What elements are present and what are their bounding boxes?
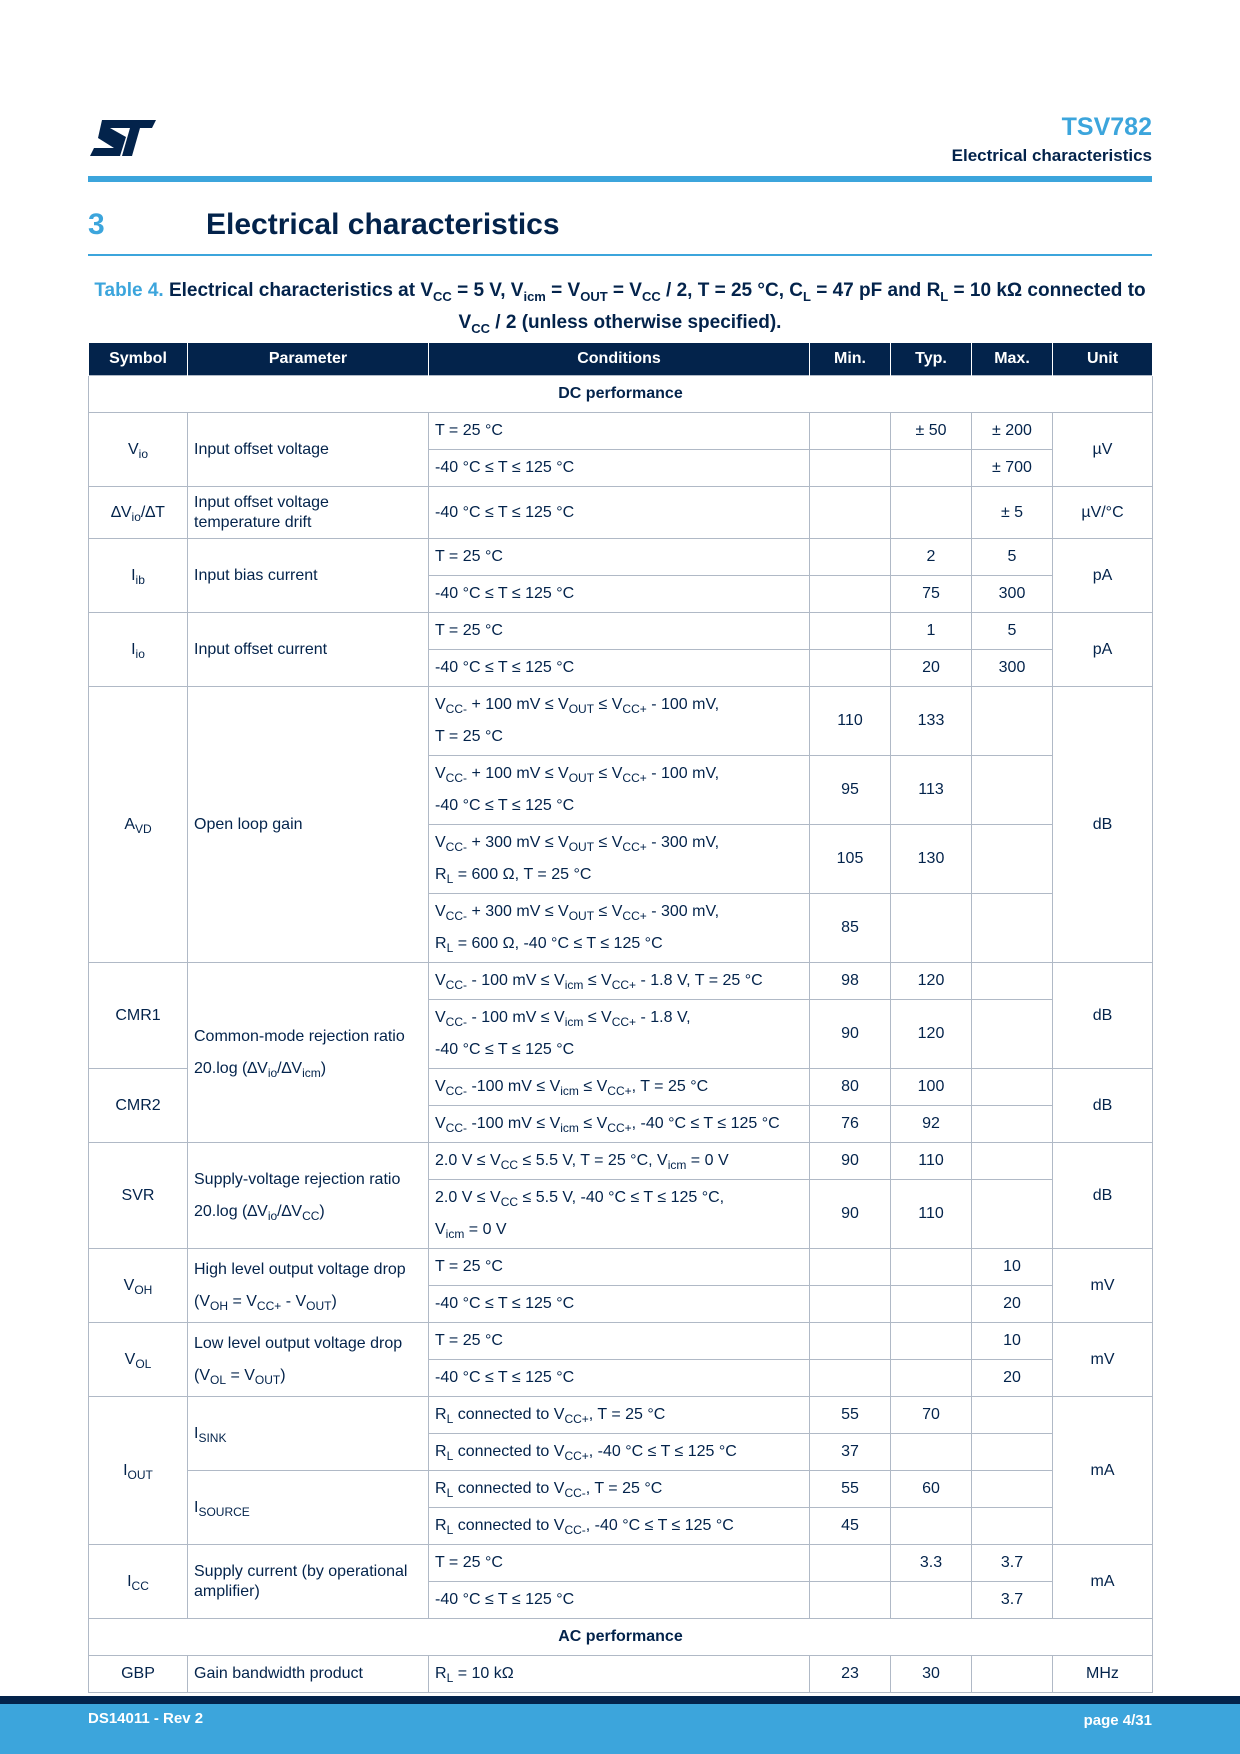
min-cell: 76 bbox=[810, 1106, 891, 1143]
header-unit: Unit bbox=[1053, 343, 1153, 376]
table-label: Table 4. bbox=[94, 280, 164, 301]
min-cell bbox=[810, 539, 891, 576]
footer-doc-id: DS14011 - Rev 2 bbox=[88, 1710, 204, 1727]
typ-cell: 75 bbox=[891, 576, 972, 613]
max-cell: 300 bbox=[972, 576, 1053, 613]
max-cell bbox=[972, 687, 1053, 756]
condition-cell: -40 °C ≤ T ≤ 125 °C bbox=[429, 1360, 810, 1397]
max-cell: 10 bbox=[972, 1323, 1053, 1360]
symbol-cmr2: CMR2 bbox=[89, 1069, 188, 1143]
condition-cell: -40 °C ≤ T ≤ 125 °C bbox=[429, 487, 810, 539]
condition-cell: $R_L = 10$ kΩ bbox=[429, 1656, 810, 1693]
max-cell: 3.7 bbox=[972, 1545, 1053, 1582]
parameter-iio: Input offset current bbox=[188, 613, 429, 687]
condition-cell: $V_{CC-} - 100$ mV ≤ $V_{icm} \le V_{CC+} - 1.8$ V, T = 25 °C bbox=[429, 963, 810, 1000]
table-caption: Table 4. Electrical characteristics at $V_{CC} = 5$ V, $V_{icm} = V_{OUT} = V_{CC} / 2$, T = 25 °C, $C_L = 47$ pF and $R_L = 10$ kΩ connected to $V_{CC} / 2$ (unless otherwise specified). bbox=[94, 280, 1146, 336]
min-cell bbox=[810, 576, 891, 613]
typ-cell bbox=[891, 1508, 972, 1545]
max-cell: 20 bbox=[972, 1360, 1053, 1397]
max-cell: ± 5 bbox=[972, 487, 1053, 539]
unit-cell: dB bbox=[1053, 1069, 1153, 1143]
unit-cell: µV bbox=[1053, 413, 1153, 487]
condition-cell: $V_{CC-}$ -100 mV ≤ $V_{icm} \le V_{CC+}$, -40 °C ≤ T ≤ 125 °C bbox=[429, 1106, 810, 1143]
unit-cell: mV bbox=[1053, 1323, 1153, 1397]
condition-cell: $V_{CC-} + 100$ mV ≤ $V_{OUT} \le V_{CC+} - 100$ mV, T = 25 °C bbox=[429, 687, 810, 756]
footer-rule bbox=[0, 1696, 1240, 1704]
condition-cell: T = 25 °C bbox=[429, 539, 810, 576]
min-cell: 45 bbox=[810, 1508, 891, 1545]
min-cell bbox=[810, 1545, 891, 1582]
parameter-isource: $I_{SOURCE}$ bbox=[188, 1471, 429, 1545]
condition-cell: T = 25 °C bbox=[429, 1249, 810, 1286]
min-cell: 37 bbox=[810, 1434, 891, 1471]
symbol-iout: $I_{OUT}$ bbox=[89, 1397, 188, 1545]
min-cell bbox=[810, 1360, 891, 1397]
parameter-cmr: Common-mode rejection ratio 20.log $(\Delta V_{io}/\Delta V_{icm})$ bbox=[188, 963, 429, 1143]
typ-cell bbox=[891, 450, 972, 487]
parameter-dvio-dt: Input offset voltage temperature drift bbox=[188, 487, 429, 539]
unit-cell: pA bbox=[1053, 613, 1153, 687]
symbol-gbp: GBP bbox=[89, 1656, 188, 1693]
unit-cell: dB bbox=[1053, 963, 1153, 1069]
table-row bbox=[89, 1545, 1153, 1582]
header-typ: Typ. bbox=[891, 343, 972, 376]
header-max: Max. bbox=[972, 343, 1053, 376]
table-row bbox=[89, 963, 1153, 1000]
min-cell: 85 bbox=[810, 894, 891, 963]
condition-cell: $R_L$ connected to $V_{CC+}$, -40 °C ≤ T ≤ 125 °C bbox=[429, 1434, 810, 1471]
min-cell: 90 bbox=[810, 1143, 891, 1180]
symbol-iib: $I_{ib}$ bbox=[89, 539, 188, 613]
table-row bbox=[89, 1323, 1153, 1360]
condition-cell: T = 25 °C bbox=[429, 613, 810, 650]
typ-cell bbox=[891, 1360, 972, 1397]
min-cell: 110 bbox=[810, 687, 891, 756]
typ-cell: 20 bbox=[891, 650, 972, 687]
min-cell bbox=[810, 450, 891, 487]
min-cell: 90 bbox=[810, 1000, 891, 1069]
parameter-voh: High level output voltage drop $(V_{OH} = V_{CC+} - V_{OUT})$ bbox=[188, 1249, 429, 1323]
max-cell bbox=[972, 1106, 1053, 1143]
max-cell bbox=[972, 1069, 1053, 1106]
max-cell bbox=[972, 1434, 1053, 1471]
condition-cell: -40 °C ≤ T ≤ 125 °C bbox=[429, 1582, 810, 1619]
header-min: Min. bbox=[810, 343, 891, 376]
header-rule bbox=[88, 176, 1152, 182]
symbol-vio: $V_{io}$ bbox=[89, 413, 188, 487]
condition-cell: $V_{CC-}$ -100 mV ≤ $V_{icm} \le V_{CC+}$, T = 25 °C bbox=[429, 1069, 810, 1106]
symbol-dvio-dt: $\Delta V_{io}/\Delta T$ bbox=[89, 487, 188, 539]
symbol-avd: $A_{VD}$ bbox=[89, 687, 188, 963]
ac-performance-heading: AC performance bbox=[89, 1619, 1153, 1656]
typ-cell: 130 bbox=[891, 825, 972, 894]
max-cell: 3.7 bbox=[972, 1582, 1053, 1619]
table-row bbox=[89, 487, 1153, 539]
table-row bbox=[89, 1249, 1153, 1286]
condition-cell: $R_L$ connected to $V_{CC-}$, T = 25 °C bbox=[429, 1471, 810, 1508]
typ-cell bbox=[891, 1286, 972, 1323]
typ-cell: ± 50 bbox=[891, 413, 972, 450]
condition-cell: 2.0 $V \le V_{CC} \le 5.5$ V, T = 25 °C, $V_{icm} = 0$ V bbox=[429, 1143, 810, 1180]
typ-cell: 100 bbox=[891, 1069, 972, 1106]
condition-cell: -40 °C ≤ T ≤ 125 °C bbox=[429, 450, 810, 487]
condition-cell: $V_{CC-} + 300$ mV ≤ $V_{OUT} \le V_{CC+} - 300$ mV, $R_L = 600$ Ω, -40 °C ≤ T ≤ 125 °C bbox=[429, 894, 810, 963]
table-row bbox=[89, 613, 1153, 650]
max-cell bbox=[972, 1000, 1053, 1069]
typ-cell: 92 bbox=[891, 1106, 972, 1143]
document-subtitle: Electrical characteristics bbox=[951, 146, 1152, 165]
max-cell bbox=[972, 963, 1053, 1000]
max-cell: ± 700 bbox=[972, 450, 1053, 487]
max-cell bbox=[972, 1143, 1053, 1180]
header-parameter: Parameter bbox=[188, 343, 429, 376]
condition-cell: 2.0 $V \le V_{CC} \le 5.5$ V, -40 °C ≤ T ≤ 125 °C, $V_{icm} = 0$ V bbox=[429, 1180, 810, 1249]
typ-cell: 30 bbox=[891, 1656, 972, 1693]
table-row bbox=[89, 539, 1153, 576]
min-cell bbox=[810, 613, 891, 650]
section-number: 3 bbox=[88, 208, 105, 241]
parameter-gbp: Gain bandwidth product bbox=[188, 1656, 429, 1693]
unit-cell: dB bbox=[1053, 1143, 1153, 1249]
max-cell bbox=[972, 1656, 1053, 1693]
st-logo bbox=[88, 118, 158, 158]
max-cell bbox=[972, 1180, 1053, 1249]
min-cell bbox=[810, 1582, 891, 1619]
table-row bbox=[89, 687, 1153, 756]
table-row bbox=[89, 1471, 1153, 1508]
section-title: Electrical characteristics bbox=[206, 208, 560, 241]
parameter-avd: Open loop gain bbox=[188, 687, 429, 963]
table-row bbox=[89, 1397, 1153, 1434]
typ-cell bbox=[891, 1582, 972, 1619]
min-cell bbox=[810, 650, 891, 687]
max-cell bbox=[972, 756, 1053, 825]
condition-cell: $V_{CC-} - 100$ mV ≤ $V_{icm} \le V_{CC+} - 1.8$ V, -40 °C ≤ T ≤ 125 °C bbox=[429, 1000, 810, 1069]
typ-cell: 110 bbox=[891, 1180, 972, 1249]
condition-cell: $R_L$ connected to $V_{CC-}$, -40 °C ≤ T ≤ 125 °C bbox=[429, 1508, 810, 1545]
min-cell: 55 bbox=[810, 1471, 891, 1508]
unit-cell: mA bbox=[1053, 1397, 1153, 1545]
typ-cell: 110 bbox=[891, 1143, 972, 1180]
max-cell bbox=[972, 1397, 1053, 1434]
typ-cell bbox=[891, 1434, 972, 1471]
condition-cell: $V_{CC-} + 100$ mV ≤ $V_{OUT} \le V_{CC+} - 100$ mV, -40 °C ≤ T ≤ 125 °C bbox=[429, 756, 810, 825]
typ-cell: 120 bbox=[891, 963, 972, 1000]
parameter-icc: Supply current (by operational amplifier) bbox=[188, 1545, 429, 1619]
max-cell: ± 200 bbox=[972, 413, 1053, 450]
max-cell bbox=[972, 894, 1053, 963]
table-header-row bbox=[89, 343, 1153, 376]
dc-performance-heading: DC performance bbox=[89, 376, 1153, 413]
parameter-vol: Low level output voltage drop $(V_{OL} = V_{OUT})$ bbox=[188, 1323, 429, 1397]
condition-cell: $V_{CC-} + 300$ mV ≤ $V_{OUT} \le V_{CC+} - 300$ mV, $R_L = 600$ Ω, T = 25 °C bbox=[429, 825, 810, 894]
typ-cell: 120 bbox=[891, 1000, 972, 1069]
unit-cell: pA bbox=[1053, 539, 1153, 613]
table-row bbox=[89, 1143, 1153, 1180]
condition-cell: -40 °C ≤ T ≤ 125 °C bbox=[429, 576, 810, 613]
symbol-cmr1: CMR1 bbox=[89, 963, 188, 1069]
condition-cell: T = 25 °C bbox=[429, 1545, 810, 1582]
table-row bbox=[89, 1656, 1153, 1693]
condition-cell: T = 25 °C bbox=[429, 1323, 810, 1360]
min-cell: 98 bbox=[810, 963, 891, 1000]
condition-cell: T = 25 °C bbox=[429, 413, 810, 450]
min-cell: 55 bbox=[810, 1397, 891, 1434]
symbol-svr: SVR bbox=[89, 1143, 188, 1249]
typ-cell: 133 bbox=[891, 687, 972, 756]
table-row bbox=[89, 413, 1153, 450]
typ-cell: 3.3 bbox=[891, 1545, 972, 1582]
typ-cell bbox=[891, 487, 972, 539]
symbol-icc: $I_{CC}$ bbox=[89, 1545, 188, 1619]
parameter-svr: Supply-voltage rejection ratio 20.log $(\Delta V_{io}/\Delta V_{CC})$ bbox=[188, 1143, 429, 1249]
document-title: TSV782 bbox=[1061, 113, 1152, 141]
max-cell: 5 bbox=[972, 613, 1053, 650]
section-row-ac bbox=[89, 1619, 1153, 1656]
min-cell: 80 bbox=[810, 1069, 891, 1106]
min-cell bbox=[810, 487, 891, 539]
section-rule bbox=[88, 254, 1152, 256]
typ-cell: 1 bbox=[891, 613, 972, 650]
typ-cell bbox=[891, 894, 972, 963]
header-symbol: Symbol bbox=[89, 343, 188, 376]
min-cell bbox=[810, 413, 891, 450]
symbol-iio: $I_{io}$ bbox=[89, 613, 188, 687]
max-cell bbox=[972, 1471, 1053, 1508]
min-cell: 105 bbox=[810, 825, 891, 894]
max-cell bbox=[972, 825, 1053, 894]
parameter-iib: Input bias current bbox=[188, 539, 429, 613]
min-cell: 23 bbox=[810, 1656, 891, 1693]
min-cell bbox=[810, 1249, 891, 1286]
max-cell: 20 bbox=[972, 1286, 1053, 1323]
electrical-characteristics-table bbox=[88, 343, 1153, 1693]
parameter-vio: Input offset voltage bbox=[188, 413, 429, 487]
condition-cell: -40 °C ≤ T ≤ 125 °C bbox=[429, 650, 810, 687]
typ-cell: 60 bbox=[891, 1471, 972, 1508]
max-cell: 300 bbox=[972, 650, 1053, 687]
typ-cell bbox=[891, 1249, 972, 1286]
typ-cell: 2 bbox=[891, 539, 972, 576]
parameter-isink: $I_{SINK}$ bbox=[188, 1397, 429, 1471]
max-cell: 10 bbox=[972, 1249, 1053, 1286]
unit-cell: mV bbox=[1053, 1249, 1153, 1323]
typ-cell: 70 bbox=[891, 1397, 972, 1434]
footer-page-number: page 4/31 bbox=[1083, 1712, 1152, 1729]
unit-cell: MHz bbox=[1053, 1656, 1153, 1693]
symbol-vol: $V_{OL}$ bbox=[89, 1323, 188, 1397]
min-cell bbox=[810, 1323, 891, 1360]
typ-cell: 113 bbox=[891, 756, 972, 825]
max-cell bbox=[972, 1508, 1053, 1545]
section-row-dc bbox=[89, 376, 1153, 413]
unit-cell: dB bbox=[1053, 687, 1153, 963]
condition-cell: $R_L$ connected to $V_{CC+}$, T = 25 °C bbox=[429, 1397, 810, 1434]
unit-cell: µV/°C bbox=[1053, 487, 1153, 539]
typ-cell bbox=[891, 1323, 972, 1360]
min-cell: 95 bbox=[810, 756, 891, 825]
condition-cell: -40 °C ≤ T ≤ 125 °C bbox=[429, 1286, 810, 1323]
unit-cell: mA bbox=[1053, 1545, 1153, 1619]
min-cell bbox=[810, 1286, 891, 1323]
max-cell: 5 bbox=[972, 539, 1053, 576]
min-cell: 90 bbox=[810, 1180, 891, 1249]
symbol-voh: $V_{OH}$ bbox=[89, 1249, 188, 1323]
header-conditions: Conditions bbox=[429, 343, 810, 376]
